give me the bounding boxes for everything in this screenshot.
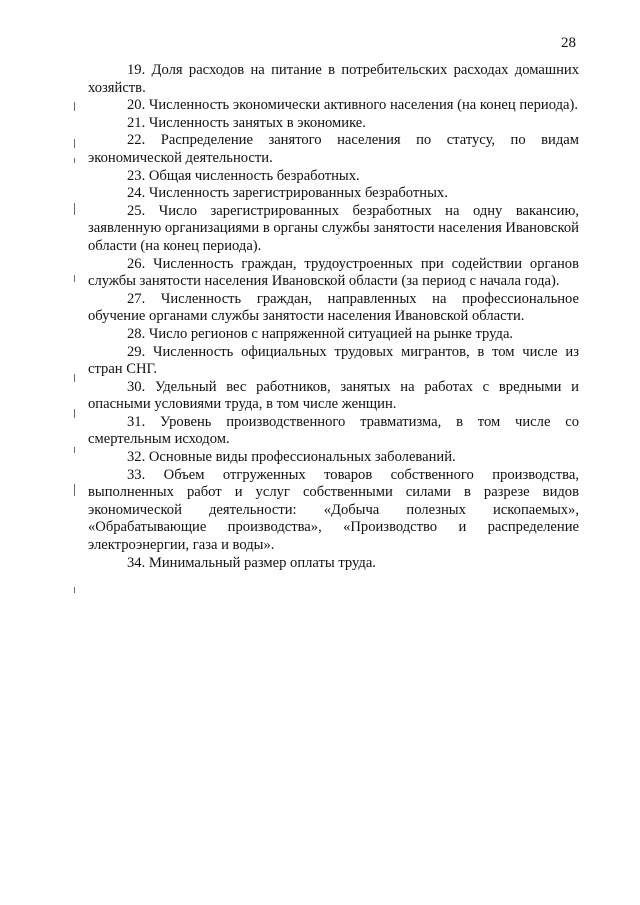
document-body (88, 62, 579, 572)
scan-mark (74, 374, 75, 382)
list-item: 26. Численность граждан, трудоустроенных при содействии органов службы занятости населения Ивановской области (за период с начала года). (88, 255, 579, 290)
list-item: 22. Распределение занятого населения по статусу, по видам экономической деятельности. (88, 132, 579, 166)
list-item: 23. Общая численность безработных. (127, 167, 360, 184)
list-item: 20. Численность экономически активного населения (на конец периода). (127, 97, 579, 114)
scan-mark (74, 587, 75, 593)
list-item: 21. Численность занятых в экономике. (127, 114, 366, 131)
scan-mark (74, 102, 75, 111)
list-item: 25. Число зарегистрированных безработных на одну вакансию, заявленную организациями в органы службы занятости населения Ивановской области (на конец периода). (88, 202, 579, 254)
list-item: 29. Численность официальных трудовых мигрантов, в том числе из стран СНГ. (88, 343, 579, 378)
scan-mark (74, 409, 75, 418)
list-item: 19. Доля расходов на питание в потребительских расходах домашних хозяйств. (88, 62, 579, 96)
scan-mark (74, 275, 75, 282)
scan-mark (74, 203, 75, 215)
list-item: 27. Численность граждан, направленных на профессиональное обучение органами службы занятости населения Ивановской области. (88, 290, 579, 325)
list-item: 34. Минимальный размер оплаты труда. (127, 554, 376, 571)
list-item: 33. Объем отгруженных товаров собственного производства, выполненных работ и услуг собственными силами в разрезе видов экономической деятельности: «Добыча полезных ископаемых», «Обрабатывающие производства», «Производство и распределение электроэнергии, газа и воды». (88, 466, 579, 554)
list-item: 32. Основные виды профессиональных заболеваний. (127, 449, 456, 466)
list-item: 28. Число регионов с напряженной ситуацией на рынке труда. (127, 325, 514, 342)
list-item: 24. Численность зарегистрированных безработных. (127, 185, 448, 202)
scan-mark (74, 158, 75, 163)
scan-mark (74, 447, 75, 453)
list-item: 30. Удельный вес работников, занятых на работах с вредными и опасными условиями труда, в том числе женщин. (88, 378, 579, 413)
list-item: 31. Уровень производственного травматизма, в том числе со смертельным исходом. (88, 413, 579, 448)
page-number: 28 (561, 35, 576, 51)
scan-mark (74, 490, 75, 496)
scan-mark (74, 139, 75, 148)
